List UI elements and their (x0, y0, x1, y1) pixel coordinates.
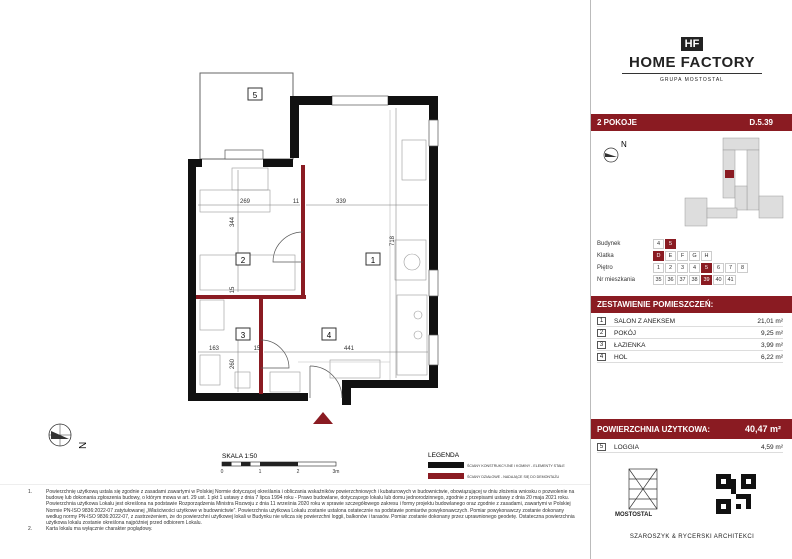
building-cell: 4 (653, 239, 664, 249)
compass-small-icon (601, 136, 631, 166)
usable-area-label: POWIERZCHNIA UŻYTKOWA: (597, 425, 711, 434)
dim-260: 260 (230, 358, 236, 370)
usable-area-value: 40,47 m² (744, 424, 781, 434)
brand-name: HOME FACTORY (628, 54, 755, 71)
dim-718: 718 (390, 235, 396, 247)
unit-cell: 41 (725, 275, 736, 285)
rooms-header: ZESTAWIENIE POMIESZCZEŃ: (597, 300, 714, 309)
scale-tick-3: 3m (332, 469, 340, 475)
apartment-bar (591, 114, 792, 131)
unit-cell: 40 (713, 275, 724, 285)
legend-swatch-structural (428, 462, 464, 468)
brand-group: GRUPA MOSTOSTAL (660, 77, 724, 83)
legend-swatch-partition (428, 473, 464, 479)
legend-item-partition: ŚCIANY DZIAŁOWE - NADAJĄCE SIĘ DO DEMONTAŻU (467, 475, 560, 479)
unit-cell: 35 (653, 275, 664, 285)
brand-monogram: HF (681, 37, 704, 51)
dim-163: 163 (208, 346, 220, 352)
loggia-outline (200, 73, 293, 159)
floor-cell: 4 (689, 263, 700, 273)
compass-icon (49, 424, 71, 446)
dim-339: 339 (335, 199, 347, 205)
dim-441: 441 (343, 346, 355, 352)
scale-tick-0: 0 (220, 469, 224, 475)
compass-label: N (78, 441, 89, 449)
qr-code-icon (716, 474, 756, 514)
note-1: 1. Powierzchnię użytkową ustala się zgodnie z zasadami zawartymi w Polskiej Normie dotyczącej określania i obliczania wskaźników powierzchniowych i kubaturowych w budownictwie, obowiązującej w dniu złożenia wniosku o pozwolenie na budowę lub dokonania zgłoszenia budowy, o którym mowa w art. 29 ust. 1 pkt 1 ustawy z dnia 7 lipca 1994 roku - Prawo budowlane, dotyczącego lokalu lub domu jednorodzinnego, zgodnie z przepisami ustawy z dnia 20 maja 2021 roku. Powierzchnia użytkowa Lokalu jest określona na podstawie Rozporządzenia Ministra Rozwoju z dnia 11 września 2020 roku w sprawie szczegółowego zakresu i formy projektu budowlanego oraz zgodnie z zasadami, zawartymi w Polskiej Normie PN-ISO 9836:2022-07 zatytułowanej „Właściwości użytkowe w budownictwie”. Powierzchnia użytkowa Lokalu zostanie ustalona ostatecznie na podstawie pomiarów powykonawczych. Pomiar powykonawczy zostanie dokonany według normy PN-ISO 9836:2022-07, z zastrzeżeniem, że do powierzchni użytkowej lokali w Budynku nie wlicza się powierzchni loggii, balkonów i tarasów. Pomiar zostanie dokonany przez uprawnionego geodetę. Ostateczna powierzchnia użytkowa lokalu zostanie określona najpóźniej przed odbiorem Lokalu. (28, 489, 575, 527)
room-number-4: 4 (326, 331, 332, 340)
svg-text:N: N (621, 140, 627, 149)
room-number-2: 2 (240, 256, 246, 265)
notes (28, 489, 578, 532)
dim-344: 344 (230, 216, 236, 228)
staircase-cell: G (689, 251, 700, 261)
room-row: 4 HOL 6,22 m² (597, 352, 783, 363)
site-plan (683, 136, 788, 236)
staircase-cell: H (701, 251, 712, 261)
apartment-code: D.5.39 (749, 118, 773, 127)
staircase-row: Klatka D E F G H (591, 250, 713, 261)
structural-walls (188, 96, 438, 405)
partition-walls (196, 165, 306, 394)
rooms-header-bar (591, 296, 792, 313)
architects: SZAROSZYK & RYCERSKI ARCHITEKCI (629, 534, 755, 540)
floor-cell: 5 (701, 263, 712, 273)
legend-title: LEGENDA (428, 452, 460, 459)
unit-cell: 37 (677, 275, 688, 285)
unit-row: Nr mieszkania 35 36 37 38 39 40 41 (591, 274, 737, 285)
scale-bar (222, 462, 336, 466)
floor-cell: 6 (713, 263, 724, 273)
room-row: 1 SALON Z ANEKSEM 21,01 m² (597, 316, 783, 327)
staircase-cell: F (677, 251, 688, 261)
floor-cell: 1 (653, 263, 664, 273)
floor-cell: 7 (725, 263, 736, 273)
mostostal-building-icon (619, 464, 669, 514)
room-number-5: 5 (252, 91, 258, 100)
info-panel (590, 0, 792, 559)
building-row: Budynek 4 5 (591, 238, 677, 249)
room-row: 3 ŁAZIENKA 3,99 m² (597, 340, 783, 351)
entrance-arrow-icon (313, 412, 333, 424)
loggia-row: 5 LOGGIA 4,59 m² (597, 442, 783, 453)
scale-title: SKALA 1:50 (222, 453, 258, 460)
room-number-1: 1 (370, 256, 376, 265)
staircase-cell: D (653, 251, 664, 261)
unit-cell: 36 (665, 275, 676, 285)
legend-item-structural: ŚCIANY KONSTRUKCYJNE I KOMINY - ELEMENTY STAŁE (467, 464, 565, 468)
scale-tick-1: 1 (258, 469, 262, 475)
dim-269: 269 (239, 199, 251, 205)
dim-15a: 15 (230, 286, 236, 294)
mostostal-label: MOSTOSTAL (615, 512, 653, 518)
room-row: 2 POKÓJ 9,25 m² (597, 328, 783, 339)
floor-cell: 3 (677, 263, 688, 273)
staircase-cell: E (665, 251, 676, 261)
floor-cell: 8 (737, 263, 748, 273)
usable-area-bar (591, 419, 792, 439)
dim-11: 11 (292, 199, 300, 205)
floor-cell: 2 (665, 263, 676, 273)
rooms-count: 2 POKOJE (597, 118, 638, 127)
unit-cell: 39 (701, 275, 712, 285)
room-number-3: 3 (240, 331, 246, 340)
building-cell: 5 (665, 239, 676, 249)
note-2: 2. Karta lokalu ma wyłącznie charakter poglądowy. (28, 526, 153, 533)
brand-logo (591, 34, 792, 83)
scale-tick-2: 2 (296, 469, 300, 475)
unit-cell: 38 (689, 275, 700, 285)
dim-15b: 15 (253, 346, 261, 352)
floor-row: Piętro 1 2 3 4 5 6 7 8 (591, 262, 749, 273)
